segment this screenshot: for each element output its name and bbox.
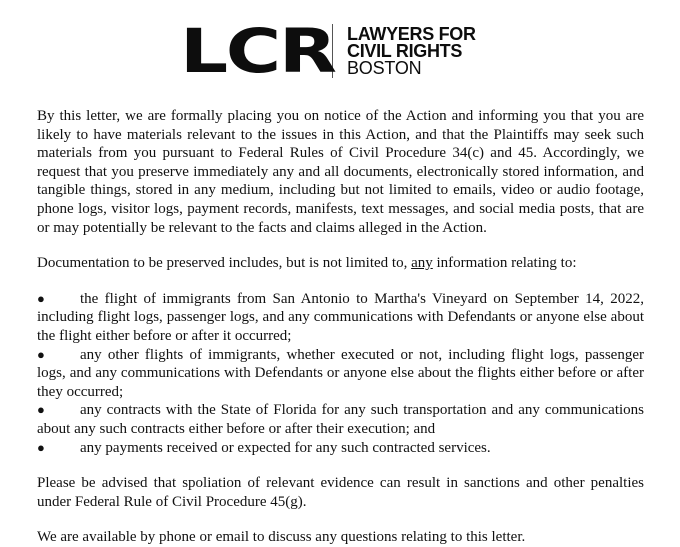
list-item xyxy=(37,401,644,438)
org-name-line-2: CIVIL RIGHTS xyxy=(347,40,463,61)
org-name xyxy=(347,23,476,78)
bullet-icon: ● xyxy=(37,290,45,306)
documentation-lead xyxy=(37,254,644,273)
list-item xyxy=(37,439,644,458)
org-name-line-1: LAWYERS FOR xyxy=(347,23,476,44)
list-item xyxy=(37,346,644,402)
documentation-lead-emphasis: any xyxy=(411,255,433,272)
bullet-icon: ● xyxy=(37,346,45,362)
org-name-line-3: BOSTON xyxy=(347,57,422,78)
list-item-text: any payments received or expected for any such contracted services. xyxy=(80,439,491,456)
list-item-text: any contracts with the State of Florida for any such transportation and any communications about any such contracts either before or after their execution; and xyxy=(37,402,644,437)
paragraph-gap xyxy=(37,511,644,528)
logo-mark: LCR xyxy=(180,16,335,88)
paragraph-gap xyxy=(37,237,644,254)
documentation-lead-after: information relating to: xyxy=(432,255,577,272)
closing-paragraph: We are available by phone or email to discuss any questions relating to this letter. xyxy=(37,529,526,546)
spoliation-paragraph: Please be advised that spoliation of relevant evidence can result in sanctions and other penalties under Federal Rule of Civil Procedure 45(g). xyxy=(37,475,644,510)
paragraph-gap xyxy=(37,273,644,290)
paragraph-gap xyxy=(37,457,644,474)
list-item-text: any other flights of immigrants, whether executed or not, including flight logs, passenger logs, and any communications with Defendants or anyone else about the flights either before or after they occurred; xyxy=(37,346,644,400)
letter-body xyxy=(37,107,644,547)
bullet-icon: ● xyxy=(37,402,45,418)
intro-paragraph: By this letter, we are formally placing you on notice of the Action and informing you that you are likely to have materials relevant to the issues in this Action, and that the Plaintiffs may seek such materials from you pursuant to Federal Rules of Civil Procedure 34(c) and 45. Accordingly, we request that you preserve immediately any and all documents, electronically stored information, and tangible things, stored in any medium, including but not limited to emails, video or audio footage, phone logs, visitor logs, payment records, manifests, text messages, and social media posts, that are or may potentially be relevant to the facts and claims alleged in the Action. xyxy=(37,108,644,236)
letterhead-logo xyxy=(180,16,476,88)
preservation-list xyxy=(37,290,644,457)
bullet-icon: ● xyxy=(37,439,45,455)
list-item-text: the flight of immigrants from San Antonio to Martha's Vineyard on September 14, 2022, including flight logs, passenger logs, and any communications with Defendants or anyone else about the flight either before or after it occurred; xyxy=(37,290,644,344)
documentation-lead-before: Documentation to be preserved includes, but is not limited to, xyxy=(37,255,412,272)
list-item xyxy=(37,290,644,346)
